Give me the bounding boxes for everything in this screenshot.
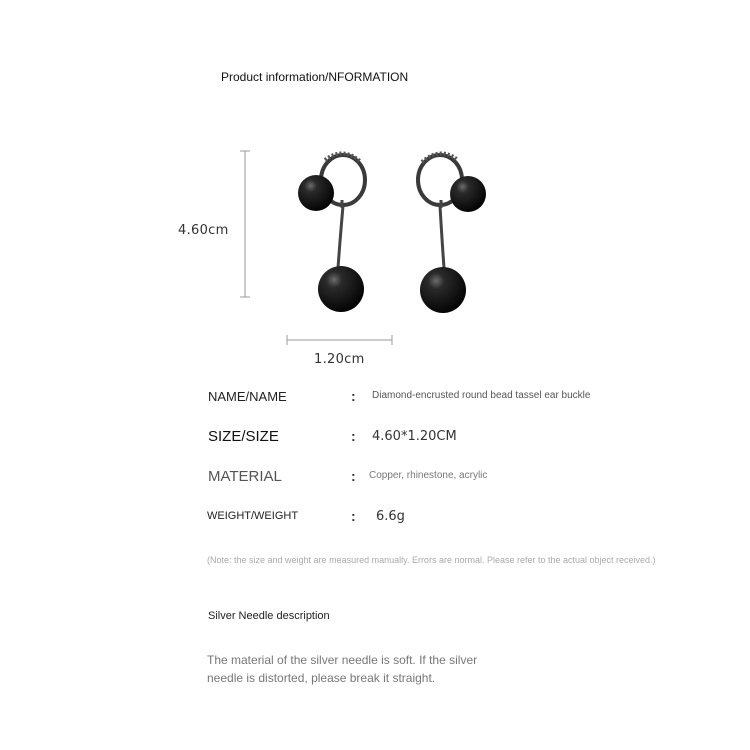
spec-size-label: SIZE/SIZE — [208, 428, 279, 445]
spec-name-label: NAME/NAME — [208, 389, 287, 404]
spec-material-colon: : — [351, 468, 356, 484]
width-label: 1.20cm — [314, 352, 365, 367]
width-dimension-line — [287, 335, 392, 345]
spec-weight-value: 6.6g — [376, 509, 405, 524]
spec-size-colon: : — [351, 428, 356, 444]
height-dimension-line — [240, 151, 250, 297]
spec-weight-colon: : — [351, 508, 356, 524]
spec-material-label: MATERIAL — [208, 468, 282, 485]
spec-material-value: Copper, rhinestone, acrylic — [369, 470, 488, 481]
earring-left — [298, 153, 365, 312]
needle-section-title: Silver Needle description — [208, 610, 330, 622]
page-title: Product information/NFORMATION — [221, 70, 409, 84]
height-label: 4.60cm — [178, 223, 229, 238]
spec-weight-label: WEIGHT/WEIGHT — [207, 510, 299, 522]
measurement-note: (Note: the size and weight are measured manually. Errors are normal. Please refer to the actual object received.) — [207, 555, 656, 565]
spec-name-value: Diamond-encrusted round bead tassel ear buckle — [372, 390, 591, 401]
needle-description: The material of the silver needle is soft. If the silver needle is distorted, please break it straight. — [207, 653, 478, 685]
spec-size-value: 4.60*1.20CM — [372, 429, 457, 444]
spec-name-colon: : — [351, 388, 356, 404]
earring-right — [418, 153, 486, 313]
